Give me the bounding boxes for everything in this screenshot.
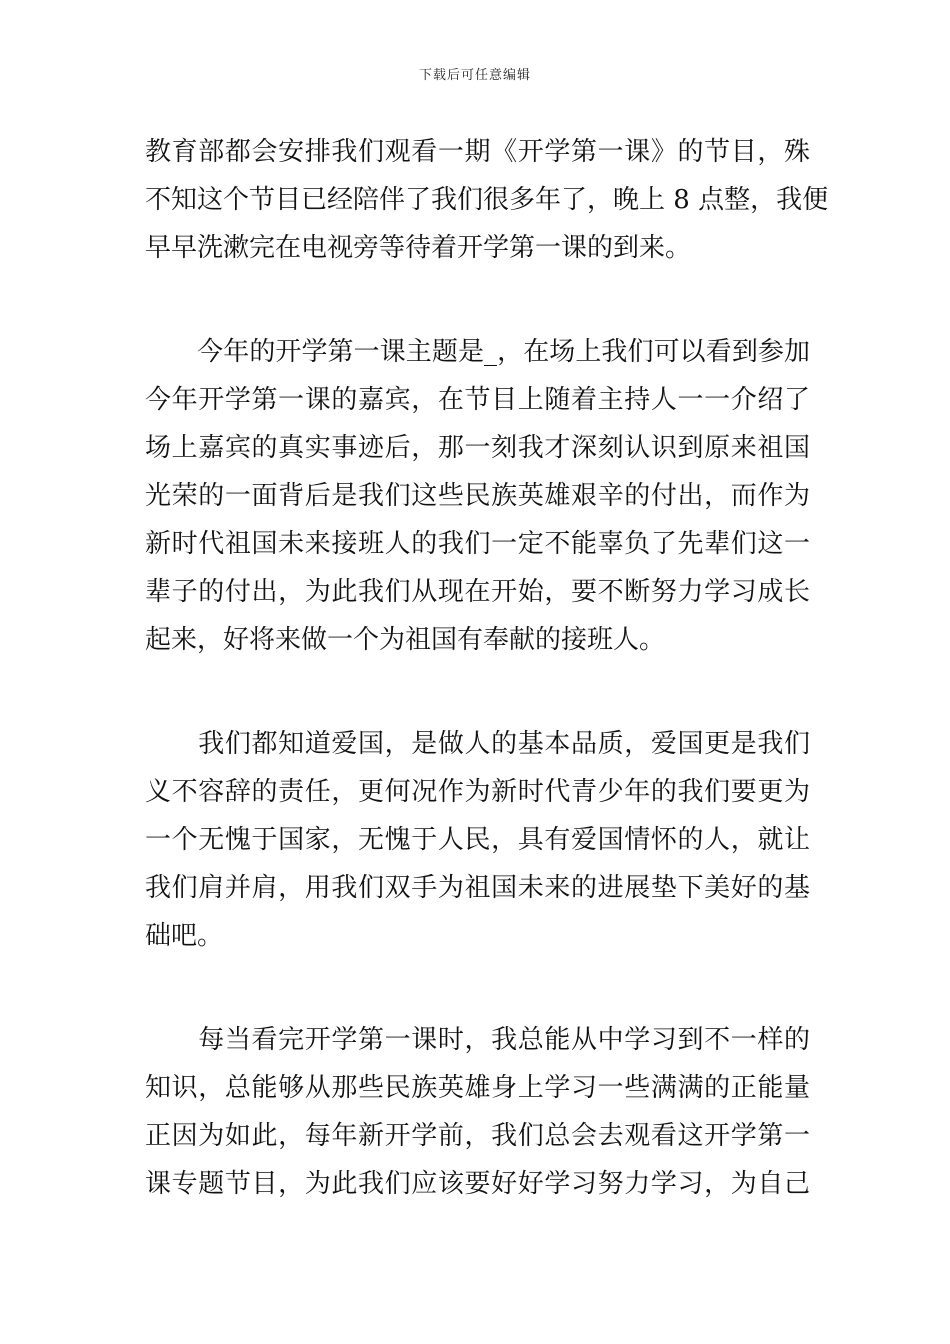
- text-line: 我们肩并肩，用我们双手为祖国未来的进展垫下美好的基: [145, 873, 810, 903]
- page-header: 下载后可任意编辑: [418, 68, 531, 83]
- document-body: [145, 128, 829, 1208]
- text-line: 我们都知道爱国，是做人的基本品质，爱国更是我们: [145, 729, 810, 759]
- paragraph-2: [145, 328, 810, 664]
- text-line: 每当看完开学第一课时，我总能从中学习到不一样的: [145, 1025, 810, 1055]
- paragraph-gap: [145, 664, 810, 720]
- text-line: 知识，总能够从那些民族英雄身上学习一些满满的正能量: [145, 1073, 810, 1103]
- paragraph-gap: [145, 960, 810, 1016]
- text-line: 一个无愧于国家，无愧于人民，具有爱国情怀的人，就让: [145, 825, 810, 855]
- text-line: 光荣的一面背后是我们这些民族英雄艰辛的付出，而作为: [145, 481, 810, 511]
- text-line: 辈子的付出，为此我们从现在开始，要不断努力学习成长: [145, 577, 810, 607]
- text-line: 新时代祖国未来接班人的我们一定不能辜负了先辈们这一: [145, 529, 810, 559]
- text-line: 正因为如此，每年新开学前，我们总会去观看这开学第一: [145, 1121, 810, 1151]
- text-line: 场上嘉宾的真实事迹后，那一刻我才深刻认识到原来祖国: [145, 433, 810, 463]
- text-line: 础吧。: [145, 921, 224, 951]
- text-line: 课专题节目，为此我们应该要好好学习努力学习，为自己: [145, 1169, 810, 1199]
- paragraph-gap: [145, 272, 810, 328]
- text-line: 今年开学第一课的嘉宾，在节目上随着主持人一一介绍了: [145, 385, 810, 415]
- text-line: 今年的开学第一课主题是_，在场上我们可以看到参加: [145, 337, 810, 367]
- paragraph-3: [145, 720, 810, 960]
- text-line: 义不容辞的责任，更何况作为新时代青少年的我们要更为: [145, 777, 810, 807]
- paragraph-4: [145, 1016, 810, 1208]
- text-line: 早早洗漱完在电视旁等待着开学第一课的到来。: [145, 233, 692, 263]
- paragraph-1: [145, 128, 829, 272]
- text-line: 教育部都会安排我们观看一期《开学第一课》的节目，殊: [145, 137, 810, 167]
- text-line: 不知这个节目已经陪伴了我们很多年了，晚上 8 点整，我便: [145, 185, 829, 215]
- text-line: 起来，好将来做一个为祖国有奉献的接班人。: [145, 625, 666, 655]
